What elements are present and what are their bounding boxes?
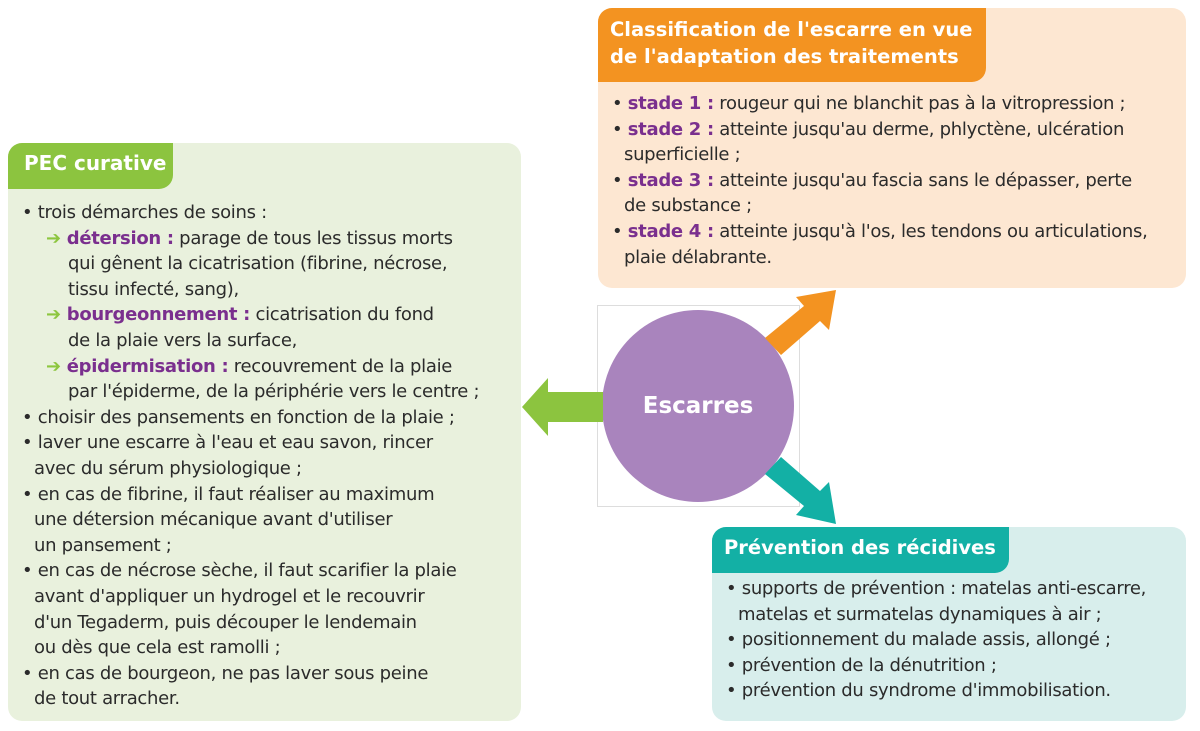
bullet-icon: •: [612, 118, 628, 140]
list-item-line: [22, 533, 479, 559]
list-item-line: [22, 635, 479, 661]
list-item-term: bourgeonnement :: [66, 304, 251, 326]
list-item-text: avec du sérum physiologique ;: [34, 457, 302, 479]
list-item-line: [612, 117, 1148, 143]
list-item-text: plaie délabrante.: [624, 246, 772, 268]
list-item-text: recouvrement de la plaie: [228, 355, 453, 377]
prevention-title: Prévention des récidives: [712, 527, 1009, 573]
bullet-icon: •: [726, 654, 742, 676]
list-item-line: [22, 558, 479, 584]
arrow-down-right-icon: [765, 457, 836, 524]
list-item-term: stade 3 :: [627, 169, 714, 191]
list-item-line: [22, 456, 479, 482]
list-item-text: positionnement du malade assis, allongé ;: [741, 629, 1111, 651]
arrow-up-right-icon: [765, 290, 836, 355]
list-item-line: [22, 405, 479, 431]
pec-curative-list: [22, 200, 479, 712]
list-item: [726, 653, 1146, 679]
list-item-line: [22, 482, 479, 508]
list-item-text: de la plaie vers la surface,: [68, 329, 298, 351]
list-item: [726, 576, 1146, 627]
list-item-line: [22, 610, 479, 636]
list-item-text: de tout arracher.: [34, 688, 180, 710]
list-item: [726, 627, 1146, 653]
list-item-text: par l'épiderme, de la périphérie vers le centre ;: [68, 381, 480, 403]
list-item-line: [612, 91, 1148, 117]
list-item: [22, 200, 479, 226]
list-item-line: [612, 193, 1148, 219]
list-item-text: avant d'appliquer un hydrogel et le recouvrir: [34, 585, 425, 607]
classification-panel: [598, 8, 1186, 288]
arrow-right-icon: ➔: [46, 304, 67, 326]
list-item-text: atteinte jusqu'au fascia sans le dépasser, perte: [713, 169, 1132, 191]
list-item-line: [22, 200, 479, 226]
list-item-term: détersion :: [66, 227, 174, 249]
prevention-list: [726, 576, 1146, 704]
list-item-line: [22, 328, 479, 354]
list-item-text: prévention du syndrome d'immobilisation.: [741, 680, 1111, 702]
list-item-text: ou dès que cela est ramolli ;: [34, 637, 281, 659]
bullet-icon: •: [612, 220, 628, 242]
prevention-panel: [712, 527, 1186, 721]
list-item-text: parage de tous les tissus morts: [173, 227, 453, 249]
list-item: [22, 430, 479, 481]
list-item: [22, 354, 479, 405]
list-item: [22, 661, 479, 712]
list-item: [612, 117, 1148, 168]
list-item-line: [612, 142, 1148, 168]
list-item-text: tissu infecté, sang),: [68, 278, 239, 300]
classification-list: [612, 91, 1148, 270]
list-item-line: [22, 686, 479, 712]
list-item: [22, 558, 479, 660]
pec-curative-panel: [8, 143, 521, 721]
list-item: [22, 405, 479, 431]
list-item-text: d'un Tegaderm, puis découper le lendemain: [34, 611, 417, 633]
list-item-line: [612, 245, 1148, 271]
list-item-text: une détersion mécanique avant d'utiliser: [34, 509, 393, 531]
list-item-text: prévention de la dénutrition ;: [741, 654, 997, 676]
arrow-left-icon: [522, 378, 603, 436]
list-item: [612, 168, 1148, 219]
list-item-line: [22, 277, 479, 303]
list-item-text: matelas et surmatelas dynamiques à air ;: [738, 603, 1102, 625]
bullet-icon: •: [612, 169, 628, 191]
bullet-icon: •: [726, 629, 742, 651]
list-item-term: stade 4 :: [627, 220, 714, 242]
list-item: [612, 219, 1148, 270]
list-item-text: supports de prévention : matelas anti-escarre,: [741, 578, 1147, 599]
list-item-line: [22, 302, 479, 328]
bullet-icon: •: [22, 662, 38, 684]
pec-curative-title: PEC curative: [8, 143, 173, 189]
list-item-text: cicatrisation du fond: [250, 304, 434, 326]
classification-title-line: de l'adaptation des traitements: [610, 45, 959, 68]
list-item-text: en cas de nécrose sèche, il faut scarifier la plaie: [37, 560, 457, 582]
list-item-line: [22, 379, 479, 405]
list-item-line: [726, 602, 1146, 628]
list-item-line: [22, 507, 479, 533]
list-item-text: atteinte jusqu'à l'os, les tendons ou articulations,: [713, 220, 1148, 242]
arrow-right-icon: ➔: [46, 355, 67, 377]
list-item-text: en cas de bourgeon, ne pas laver sous peine: [37, 662, 429, 684]
list-item: [22, 302, 479, 353]
list-item: [612, 91, 1148, 117]
list-item-line: [22, 430, 479, 456]
list-item: [726, 678, 1146, 704]
list-item-term: stade 1 :: [627, 93, 714, 114]
list-item: [22, 482, 479, 559]
bullet-icon: •: [22, 560, 38, 582]
list-item-line: [22, 661, 479, 687]
list-item-line: [612, 219, 1148, 245]
bullet-icon: •: [726, 578, 742, 599]
classification-title-line: Classification de l'escarre en vue: [610, 18, 973, 41]
list-item-text: un pansement ;: [34, 534, 172, 556]
list-item-text: superficielle ;: [624, 144, 741, 166]
bullet-icon: •: [612, 93, 628, 114]
bullet-icon: •: [22, 406, 38, 428]
bullet-icon: •: [22, 483, 38, 505]
list-item: [22, 226, 479, 303]
list-item-text: atteinte jusqu'au derme, phlyctène, ulcération: [713, 118, 1125, 140]
arrow-right-icon: ➔: [46, 227, 67, 249]
center-label: Escarres: [642, 393, 754, 419]
list-item-text: rougeur qui ne blanchit pas à la vitropression ;: [713, 93, 1126, 114]
classification-title: [598, 8, 986, 82]
list-item-term: stade 2 :: [627, 118, 714, 140]
list-item-line: [22, 226, 479, 252]
list-item-text: trois démarches de soins :: [37, 202, 267, 223]
list-item-line: [22, 251, 479, 277]
list-item-line: [726, 653, 1146, 679]
list-item-text: choisir des pansements en fonction de la plaie ;: [37, 406, 455, 428]
list-item-line: [726, 576, 1146, 602]
list-item-text: en cas de fibrine, il faut réaliser au maximum: [37, 483, 435, 505]
list-item-line: [726, 627, 1146, 653]
list-item-text: de substance ;: [624, 195, 752, 217]
list-item-text: laver une escarre à l'eau et eau savon, rincer: [37, 432, 433, 454]
list-item-text: qui gênent la cicatrisation (fibrine, nécrose,: [68, 253, 448, 275]
list-item-line: [612, 168, 1148, 194]
list-item-term: épidermisation :: [66, 355, 229, 377]
bullet-icon: •: [22, 432, 38, 454]
list-item-line: [22, 584, 479, 610]
list-item-line: [726, 678, 1146, 704]
bullet-icon: •: [726, 680, 742, 702]
list-item-line: [22, 354, 479, 380]
bullet-icon: •: [22, 202, 38, 223]
